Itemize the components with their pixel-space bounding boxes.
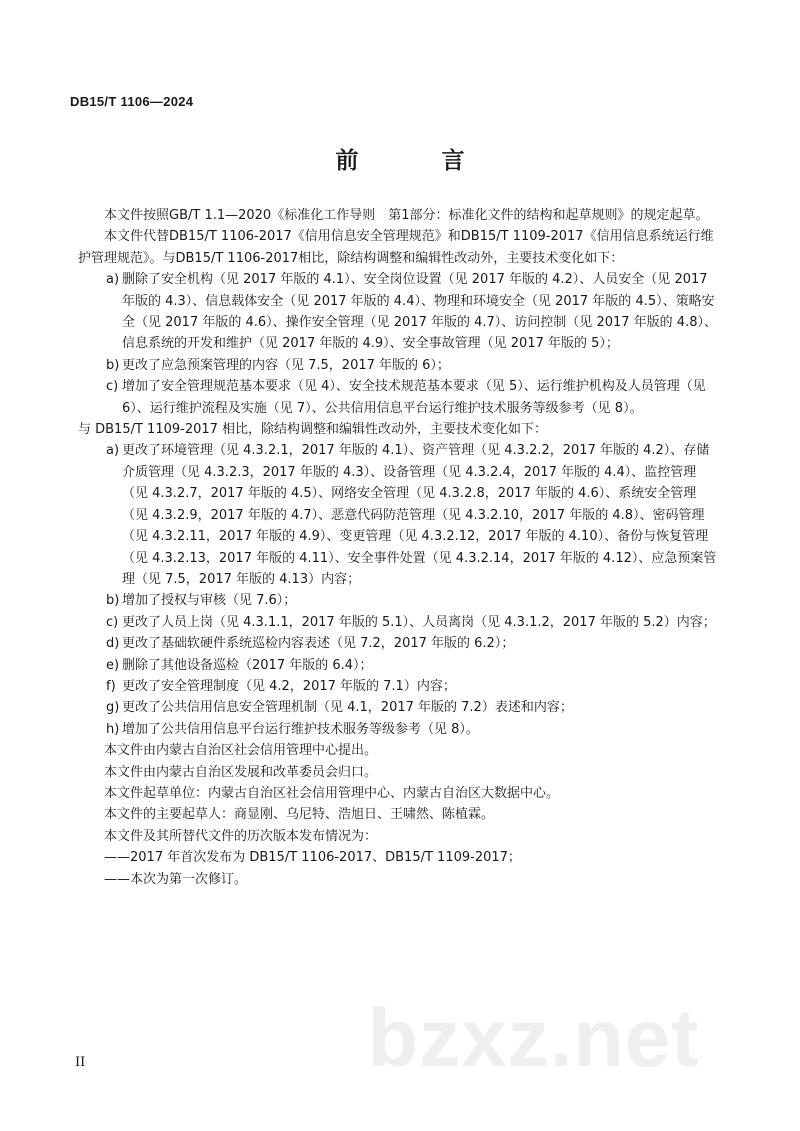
list-marker: h): [106, 721, 120, 737]
list-item-text: 更改了环境管理（见 4.3.2.1，2017 年版的 4.1）、资产管理（见 4.3.2.2，2017 年版的 4.2）、存储介质管理（见 4.3.2.3，2017 年版的 4.3）、设备管理（见 4.3.2.4，2017 年版的 4.4）、监控管理（见 4.3.2.7，2017 年版的 4.5）、网络安全管理（见 4.3.2.8，2017 年版的 4.6）、系统安全管理（见 4.3.2.9，2017 年版的 4.7）、恶意代码防范管理（见 4.3.2.10，2017 年版的 4.8）、密码管理（见 4.3.2.11，2017 年版的 4.9）、变更管理（见 4.3.2.12，2017 年版的 4.10）、备份与恢复管理（见 4.3.2.13，2017 年版的 4.11）、安全事件处置（见 4.3.2.14，2017 年版的 4.12）、应急预案管理（见 7.5，2017 年版的 4.13）内容；: [122, 443, 717, 587]
list-item-text: 增加了公共信用信息平台运行维护技术服务等级参考（见 8）。: [122, 721, 479, 737]
list-item: [78, 697, 718, 718]
list-item-text: 更改了应急预案管理的内容（见 7.5，2017 年版的 6）；: [122, 357, 450, 373]
governing-body-paragraph: 本文件由内蒙古自治区发展和改革委员会归口。: [104, 764, 378, 780]
comparison-paragraph: 与 DB15/T 1109-2017 相比，除结构调整和编辑性改动外，主要技术变化如下：: [78, 422, 548, 438]
document-id: DB15/T 1106—2024: [70, 94, 194, 109]
list-marker: d): [106, 636, 120, 652]
list-marker: b): [106, 593, 120, 609]
list-item: [78, 633, 718, 654]
change-list-1109: [78, 440, 718, 740]
list-item-text: 更改了公共信用信息安全管理机制（见 4.1，2017 年版的 7.2）表述和内容；: [122, 700, 573, 716]
list-item-text: 增加了安全管理规范基本要求（见 4）、安全技术规范基本要求（见 5）、运行维护机构及人员管理（见 6）、运行维护流程及实施（见 7）、公共信用信息平台运行维护技术服务等级参考（见 8）。: [122, 379, 706, 416]
list-item-text: 增加了授权与审核（见 7.6）；: [122, 593, 297, 609]
history-item: ——本次为第一次修订。: [104, 871, 248, 887]
list-marker: g): [106, 700, 120, 716]
list-item-text: 更改了人员上岗（见 4.3.1.1，2017 年版的 5.1）、人员离岗（见 4.3.1.2，2017 年版的 5.2）内容；: [122, 614, 716, 630]
intro-paragraph-1: 本文件按照GB/T 1.1—2020《标准化工作导则 第1部分：标准化文件的结构和起草规则》的规定起草。: [104, 208, 709, 223]
change-list-1106: [78, 269, 718, 419]
drafting-units-paragraph: 本文件起草单位：内蒙古自治区社会信用管理中心、内蒙古自治区大数据中心。: [104, 785, 560, 801]
page-title: 前 言: [335, 148, 495, 174]
list-item: [78, 440, 718, 590]
list-item: [78, 376, 718, 419]
list-marker: a): [106, 272, 120, 288]
foreword-body: [78, 205, 718, 890]
list-item: [78, 655, 718, 676]
drafters-paragraph: 本文件的主要起草人：商显刚、乌尼特、浩旭日、王啸然、陈植霖。: [104, 807, 495, 823]
page-number: II: [75, 1055, 86, 1070]
list-marker: f): [106, 678, 116, 694]
list-item: [78, 355, 718, 376]
list-marker: c): [106, 379, 119, 395]
intro-paragraph-2: 本文件代替DB15/T 1106-2017《信用信息安全管理规范》和DB15/T 1109-2017《信用信息系统运行维护管理规范》。与DB15/T 1106-2017相比，除结构调整和编辑性改动外，主要技术变化如下：: [78, 229, 714, 266]
list-item-text: 更改了基础软硬件系统巡检内容表述（见 7.2，2017 年版的 6.2）；: [122, 636, 515, 652]
list-item-text: 删除了安全机构（见 2017 年版的 4.1）、安全岗位设置（见 2017 年版的 4.2）、人员安全（见 2017 年版的 4.3）、信息载体安全（见 2017 年版的 4.4）、物理和环境安全（见 2017 年版的 4.5）、策略安全（见 2017 年版的 4.6）、操作安全管理（见 2017 年版的 4.7）、访问控制（见 2017 年版的 4.8）、信息系统的开发和维护（见 2017 年版的 4.9）、安全事故管理（见 2017 年版的 5）；: [122, 272, 717, 352]
history-intro-paragraph: 本文件及其所替代文件的历次版本发布情况为：: [104, 828, 378, 844]
list-item: [78, 590, 718, 611]
list-item: [78, 719, 718, 740]
list-item-text: 删除了其他设备巡检（2017 年版的 6.4）；: [122, 657, 373, 673]
list-item: [78, 269, 718, 355]
list-item: [78, 676, 718, 697]
list-marker: c): [106, 614, 119, 630]
list-item-text: 更改了安全管理制度（见 4.2，2017 年版的 7.1）内容；: [122, 678, 456, 694]
list-marker: b): [106, 357, 120, 373]
list-item: [78, 612, 718, 633]
list-marker: e): [106, 657, 120, 673]
proposer-paragraph: 本文件由内蒙古自治区社会信用管理中心提出。: [104, 743, 378, 759]
list-marker: a): [106, 443, 120, 459]
watermark-text: bzxz.net: [368, 993, 700, 1084]
history-item: ——2017 年首次发布为 DB15/T 1106-2017、DB15/T 1109-2017；: [104, 850, 521, 866]
